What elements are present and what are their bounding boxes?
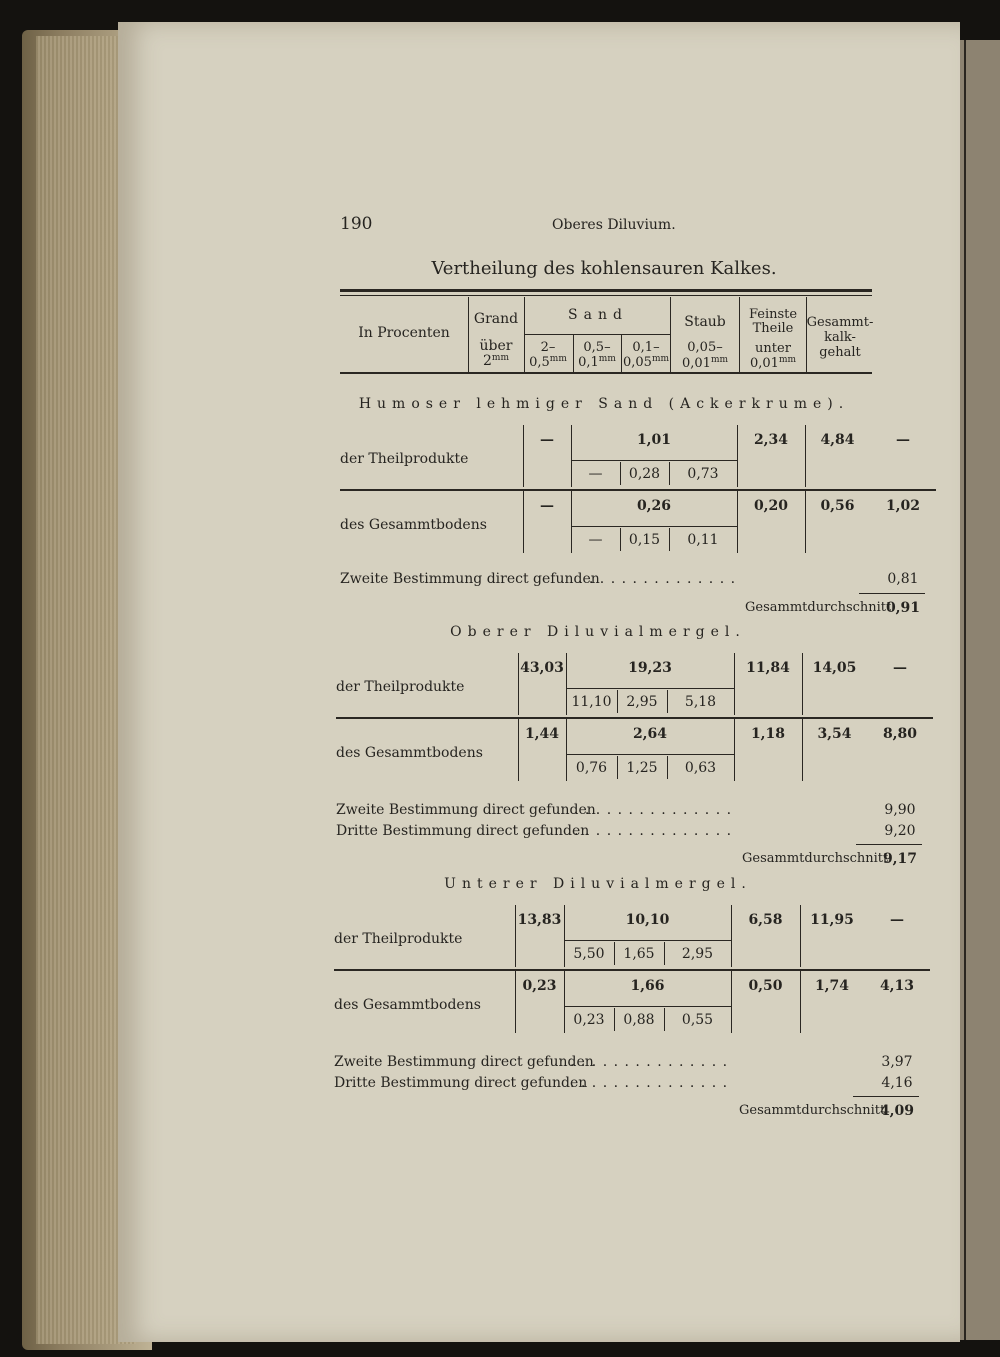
- average-value: 0,91: [885, 600, 921, 616]
- row-divider: [731, 905, 732, 967]
- staub-value: 0,20: [753, 498, 789, 514]
- row-label: des Gesammtbodens: [340, 517, 487, 533]
- average-label: Gesammtdurchschnitt: [745, 600, 892, 615]
- gesammt-value: —: [893, 660, 907, 676]
- header-grand: Grand: [473, 311, 519, 327]
- gesammt-value: —: [890, 912, 904, 928]
- extra-determination-label: Zweite Bestimmung direct gefunden: [340, 571, 600, 587]
- row-label: der Theilprodukte: [336, 679, 465, 695]
- sand-row-rule: [564, 1006, 731, 1007]
- sand-total-value: 1,01: [636, 432, 672, 448]
- grand-value: —: [540, 498, 554, 514]
- average-label: Gesammtdurchschnitt: [742, 851, 889, 866]
- page-number: 190: [340, 214, 373, 234]
- sand-row-rule: [566, 688, 734, 689]
- row-separator-rule: [334, 969, 930, 971]
- sum-rule: [859, 593, 925, 594]
- staub-value: 11,84: [746, 660, 790, 676]
- sand-col-1-value: 5,50: [573, 946, 605, 962]
- subcell-divider: [614, 1008, 615, 1031]
- row-divider: [805, 425, 806, 487]
- grand-value: —: [540, 432, 554, 448]
- header-staub-size: $0,01^{mm}$: [681, 355, 729, 371]
- feinste-value: 0,56: [820, 498, 855, 514]
- subcell-divider: [617, 690, 618, 713]
- grand-value: 43,03: [520, 660, 564, 676]
- header-sand-col-1-top: 2–: [540, 340, 556, 355]
- book-page: [118, 22, 960, 1342]
- sand-col-1-value: 0,76: [575, 760, 608, 776]
- header-feinste-size: $0,01^{mm}$: [749, 355, 797, 371]
- grand-value: 13,83: [517, 912, 562, 928]
- header-top-rule-thin: [340, 295, 872, 296]
- header-sand-col-2-top: 0,5–: [583, 340, 611, 355]
- sand-col-1-value: —: [588, 532, 603, 548]
- sand-col-2-value: 2,95: [626, 694, 658, 710]
- row-divider: [800, 971, 801, 1033]
- subcell-divider: [667, 690, 668, 713]
- section-heading: Humoser lehmiger Sand (Ackerkrume).: [358, 396, 850, 412]
- sand-row-rule: [564, 940, 731, 941]
- row-label: des Gesammtbodens: [334, 997, 481, 1013]
- sand-total-value: 10,10: [625, 912, 670, 928]
- subcell-divider: [617, 756, 618, 779]
- header-divider: [670, 297, 671, 372]
- header-feinste-2: Theile: [752, 321, 794, 336]
- row-divider: [518, 719, 519, 781]
- average-label: Gesammtdurchschnitt: [739, 1103, 886, 1118]
- feinste-value: 4,84: [820, 432, 855, 448]
- header-feinste-sub: unter: [755, 341, 791, 356]
- sand-col-2-value: 0,28: [628, 466, 661, 482]
- header-divider: [524, 297, 525, 372]
- subcell-divider: [620, 462, 621, 485]
- sum-rule: [853, 1096, 919, 1097]
- header-divider: [573, 334, 574, 372]
- subcell-divider: [664, 1008, 665, 1031]
- header-sand: Sand: [568, 307, 628, 323]
- section-heading: Unterer Diluvialmergel.: [444, 876, 752, 892]
- feinste-value: 1,74: [814, 978, 850, 994]
- extra-determination-label: Zweite Bestimmung direct gefunden: [334, 1054, 594, 1070]
- header-staub: Staub: [684, 314, 726, 330]
- extra-determination-value: 9,90: [884, 802, 916, 818]
- header-divider: [806, 297, 807, 372]
- row-divider: [734, 719, 735, 781]
- header-grand-size: $2^{mm}$: [483, 353, 509, 369]
- header-feinste-1: Feinste: [748, 307, 798, 322]
- header-sand-col-3-bottom: $0,05^{mm}$: [622, 354, 670, 370]
- row-divider: [523, 425, 524, 487]
- gesammt-value: 1,02: [885, 498, 921, 514]
- sand-col-3-value: 0,73: [687, 466, 719, 482]
- row-divider: [802, 653, 803, 715]
- row-divider: [800, 905, 801, 967]
- row-divider: [515, 971, 516, 1033]
- feinste-value: 3,54: [817, 726, 852, 742]
- sand-total-value: 19,23: [628, 660, 672, 676]
- header-divider: [621, 334, 622, 372]
- extra-determination-label: Dritte Bestimmung direct gefunden: [336, 823, 590, 839]
- sand-col-1-value: 0,23: [573, 1012, 605, 1028]
- header-gesammt-3: gehalt: [819, 345, 861, 360]
- staub-value: 6,58: [748, 912, 783, 928]
- row-divider: [566, 719, 567, 781]
- subcell-divider: [614, 942, 615, 965]
- leader-dots: . . . . . . . . . . . . . . .: [570, 1054, 729, 1070]
- subcell-divider: [669, 462, 670, 485]
- row-label: der Theilprodukte: [340, 451, 469, 467]
- sand-col-2-value: 0,15: [628, 532, 661, 548]
- sand-total-value: 0,26: [636, 498, 672, 514]
- header-gesammt-2: kalk-: [824, 330, 856, 345]
- header-bottom-rule: [340, 372, 872, 374]
- sand-col-3-value: 0,11: [687, 532, 719, 548]
- sand-col-2-value: 1,65: [623, 946, 655, 962]
- row-divider: [731, 971, 732, 1033]
- row-divider: [802, 719, 803, 781]
- staub-value: 1,18: [750, 726, 786, 742]
- subcell-divider: [669, 528, 670, 551]
- leader-dots: . . . . . . . . . . . . . . .: [578, 571, 737, 587]
- sand-total-value: 2,64: [632, 726, 668, 742]
- header-top-rule: [340, 289, 872, 292]
- leader-dots: . . . . . . . . . . . . . . .: [570, 1075, 729, 1091]
- header-staub-range: 0,05–: [687, 340, 723, 355]
- row-divider: [571, 491, 572, 553]
- row-divider: [737, 425, 738, 487]
- extra-determination-label: Dritte Bestimmung direct gefunden: [334, 1075, 588, 1091]
- running-head: Oberes Diluvium.: [552, 217, 676, 233]
- gesammt-value: —: [896, 432, 910, 448]
- row-label: der Theilprodukte: [334, 931, 463, 947]
- sand-row-rule: [571, 526, 737, 527]
- row-separator-rule: [340, 489, 936, 491]
- average-value: 9,17: [882, 851, 918, 867]
- leader-dots: . . . . . . . . . . . . . . .: [574, 802, 733, 818]
- row-divider: [564, 971, 565, 1033]
- feinste-value: 11,95: [810, 912, 854, 928]
- sand-row-rule: [566, 754, 734, 755]
- table-title: Vertheilung des kohlensauren Kalkes.: [431, 258, 777, 279]
- section-heading: Oberer Diluvialmergel.: [450, 624, 746, 640]
- row-divider: [518, 653, 519, 715]
- row-label: des Gesammtbodens: [336, 745, 483, 761]
- gesammt-value: 8,80: [882, 726, 918, 742]
- header-divider: [468, 297, 469, 372]
- extra-determination-value: 3,97: [881, 1054, 913, 1070]
- staub-value: 0,50: [748, 978, 783, 994]
- header-grand-sub: über: [479, 338, 513, 354]
- sand-col-2-value: 0,88: [623, 1012, 655, 1028]
- average-value: 4,09: [879, 1103, 915, 1119]
- header-in-procenten: In Procenten: [358, 325, 450, 341]
- sand-col-2-value: 1,25: [626, 760, 658, 776]
- row-divider: [515, 905, 516, 967]
- sand-col-3-value: 5,18: [684, 694, 717, 710]
- gesammt-value: 4,13: [879, 978, 915, 994]
- header-sand-col-2-bottom: $0,1^{mm}$: [578, 354, 616, 370]
- row-divider: [564, 905, 565, 967]
- row-divider: [571, 425, 572, 487]
- extra-determination-value: 0,81: [887, 571, 919, 587]
- row-divider: [734, 653, 735, 715]
- subcell-divider: [664, 942, 665, 965]
- grand-value: 0,23: [522, 978, 557, 994]
- row-divider: [566, 653, 567, 715]
- feinste-value: 14,05: [812, 660, 857, 676]
- header-sand-col-3-top: 0,1–: [632, 340, 660, 355]
- header-gesammt-1: Gesammt-: [806, 315, 874, 330]
- row-divider: [805, 491, 806, 553]
- sand-subrule: [524, 334, 670, 335]
- header-divider: [739, 297, 740, 372]
- sand-row-rule: [571, 460, 737, 461]
- extra-determination-label: Zweite Bestimmung direct gefunden: [336, 802, 596, 818]
- leader-dots: . . . . . . . . . . . . . . .: [574, 823, 733, 839]
- sum-rule: [856, 844, 922, 845]
- sand-col-1-value: —: [588, 466, 603, 482]
- sand-col-3-value: 0,55: [681, 1012, 714, 1028]
- staub-value: 2,34: [753, 432, 789, 448]
- sand-col-1-value: 11,10: [571, 694, 612, 710]
- extra-determination-value: 9,20: [884, 823, 916, 839]
- subcell-divider: [620, 528, 621, 551]
- header-sand-col-1-bottom: $0,5^{mm}$: [529, 354, 567, 370]
- subcell-divider: [667, 756, 668, 779]
- grand-value: 1,44: [524, 726, 560, 742]
- row-divider: [737, 491, 738, 553]
- facing-page-edge: [960, 40, 1000, 1340]
- row-separator-rule: [336, 717, 933, 719]
- sand-col-3-value: 0,63: [684, 760, 717, 776]
- row-divider: [523, 491, 524, 553]
- sand-total-value: 1,66: [630, 978, 665, 994]
- extra-determination-value: 4,16: [881, 1075, 913, 1091]
- sand-col-3-value: 2,95: [681, 946, 714, 962]
